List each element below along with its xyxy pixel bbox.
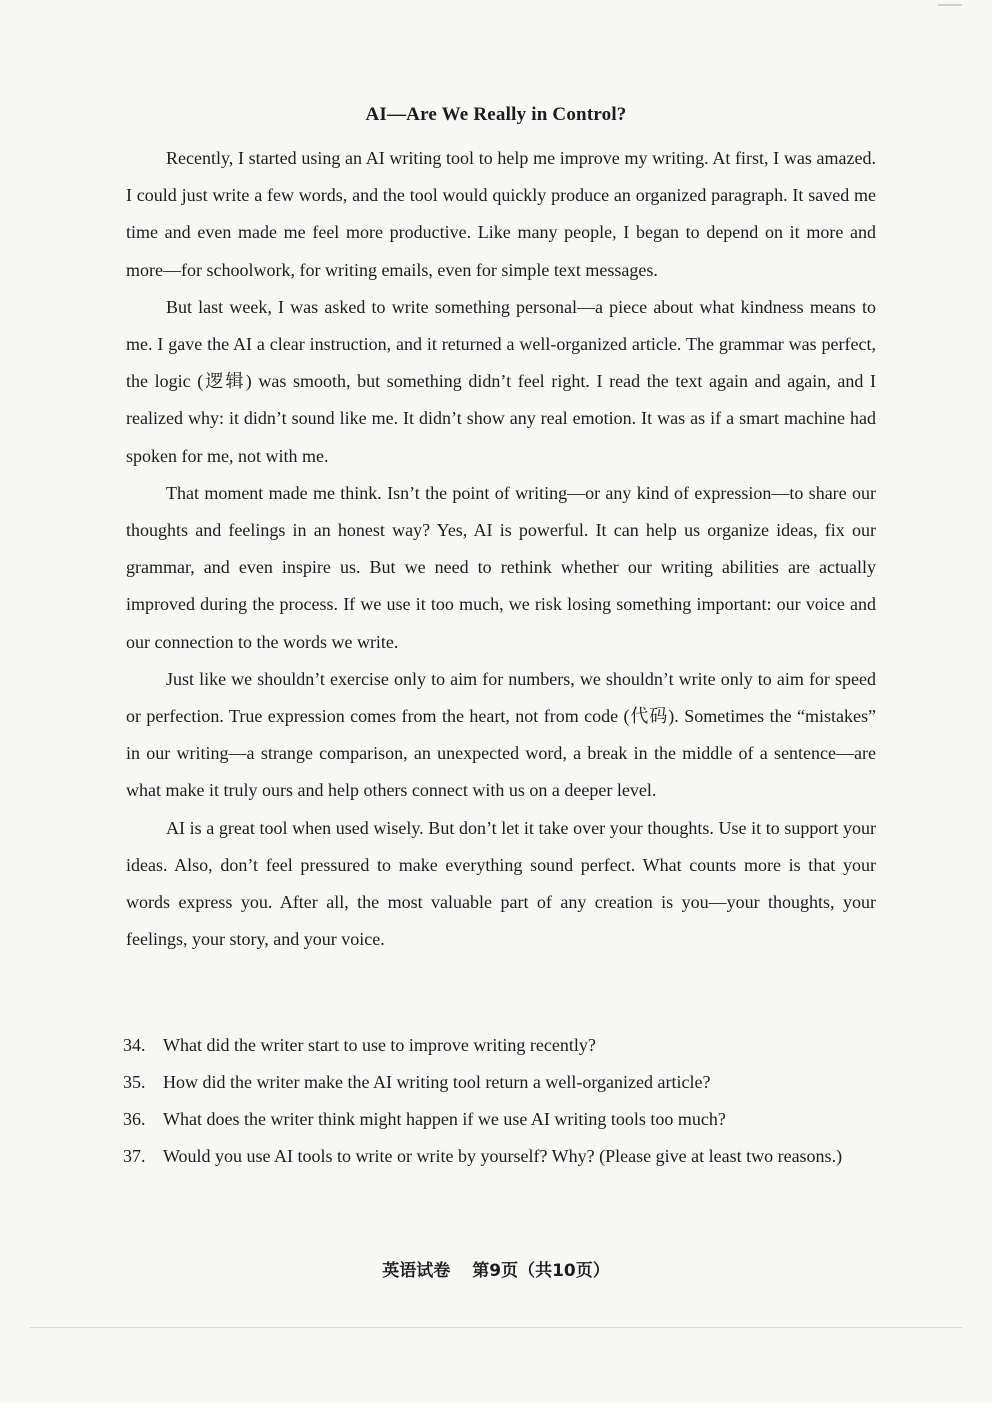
question-list: [123, 1027, 843, 1175]
footer-page-number: 第9页（共10页）: [472, 1261, 610, 1281]
question-35: [123, 1064, 843, 1101]
question-37: [123, 1138, 843, 1175]
question-text: What does the writer think might happen if we use AI writing tools too much?: [163, 1109, 726, 1129]
question-text: Would you use AI tools to write or write by yourself? Why? (Please give at least two reasons.): [163, 1146, 843, 1166]
question-number: 37.: [123, 1146, 146, 1166]
article-title: AI—Are We Really in Control?: [365, 104, 627, 125]
page-footer: [0, 1256, 992, 1281]
question-number: 36.: [123, 1109, 146, 1129]
scan-mark: [938, 4, 962, 6]
paragraph-4: Just like we shouldn’t exercise only to aim for numbers, we shouldn’t write only to aim for speed or perfection. True expression comes from the heart, not from code (代码). Sometimes the “mistakes” in our writing—a strange comparison, an unexpected word, a break in the middle of a sentence—are what make it truly ours and help others connect with us on a deeper level.: [126, 668, 876, 801]
paragraph-1: Recently, I started using an AI writing tool to help me improve my writing. At first, I was amazed. I could just write a few words, and the tool would quickly produce an organized paragraph. It saved me time and even made me feel more productive. Like many people, I began to depend on it more and more—for schoolwork, for writing emails, even for simple text messages.: [126, 148, 876, 280]
question-36: [123, 1101, 843, 1138]
divider: [30, 1327, 962, 1328]
footer-subject: 英语试卷: [382, 1261, 451, 1281]
question-34: [123, 1027, 843, 1064]
question-text: What did the writer start to use to improve writing recently?: [163, 1035, 596, 1055]
question-text: How did the writer make the AI writing tool return a well-organized article?: [163, 1072, 711, 1092]
article-body: [126, 140, 876, 958]
question-number: 34.: [123, 1035, 146, 1055]
paragraph-2: But last week, I was asked to write something personal—a piece about what kindness means to me. I gave the AI a clear instruction, and it returned a well-organized article. The grammar was perfect, the logic (逻辑) was smooth, but something didn’t feel right. I read the text again and again, and I realized why: it didn’t sound like me. It didn’t show any real emotion. It was as if a smart machine had spoken for me, not with me.: [126, 296, 876, 466]
paragraph-5: AI is a great tool when used wisely. But don’t let it take over your thoughts. Use it to support your ideas. Also, don’t feel pressured to make everything sound perfect. What counts more is that your words express you. After all, the most valuable part of any creation is you—your thoughts, your feelings, your story, and your voice.: [126, 817, 876, 950]
question-number: 35.: [123, 1072, 146, 1092]
paragraph-3: That moment made me think. Isn’t the point of writing—or any kind of expression—to share our thoughts and feelings in an honest way? Yes, AI is powerful. It can help us organize ideas, fix our grammar, and even inspire us. But we need to rethink whether our writing abilities are actually improved during the process. If we use it too much, we risk losing something important: our voice and our connection to the words we write.: [126, 482, 876, 652]
